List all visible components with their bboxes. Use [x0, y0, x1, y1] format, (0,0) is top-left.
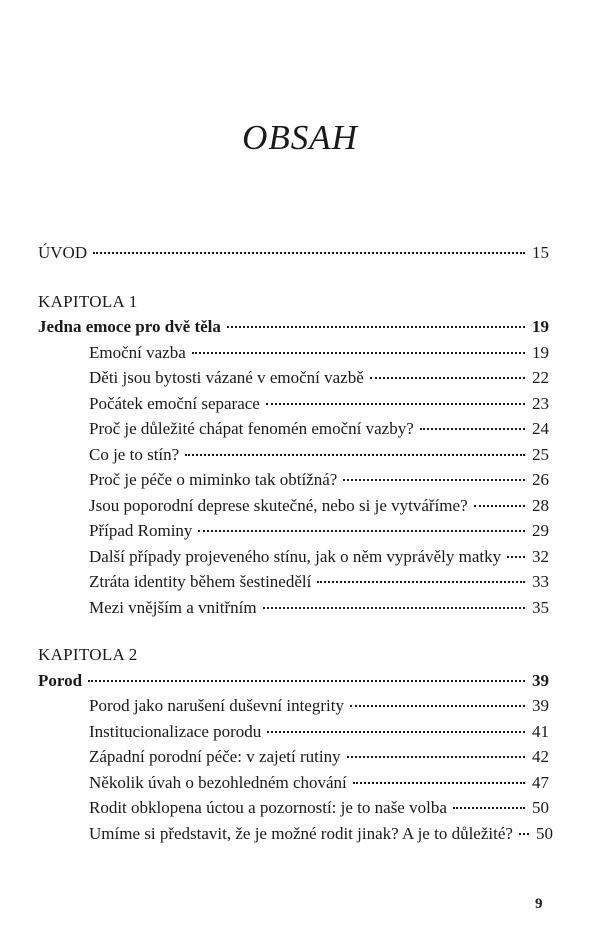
toc-entry-label: Děti jsou bytosti vázané v emoční vazbě: [89, 368, 364, 387]
toc-entry-label: Co je to stín?: [89, 444, 180, 464]
toc-entry: [38, 744, 549, 770]
dot-leader: [420, 428, 525, 430]
toc-entry-label: Západní porodní péče: v zajetí rutiny: [89, 747, 341, 766]
toc-entry-page: 15: [532, 243, 549, 262]
dot-leader: [343, 479, 525, 481]
toc-entry-label: Umíme si představit, že je možné rodit jinak? A je to důležité?: [89, 823, 513, 843]
dot-leader: [453, 807, 525, 809]
dot-leader: [227, 326, 525, 328]
dot-leader: [474, 505, 525, 507]
toc-entry: [38, 595, 549, 621]
toc-entry-page: 22: [532, 368, 549, 387]
toc-entry-label: Počátek emoční separace: [89, 393, 260, 413]
dot-leader: [192, 352, 525, 354]
toc-entry-label: Porod jako narušení duševní integrity: [89, 696, 344, 715]
toc-entry-page: 28: [532, 495, 549, 515]
table-of-contents: [38, 240, 553, 846]
toc-entry: [38, 770, 549, 796]
toc-entry-page: 47: [532, 772, 549, 792]
toc-entry-label: ÚVOD: [38, 243, 88, 262]
dot-leader: [266, 403, 525, 405]
toc-entry: [38, 340, 549, 366]
toc-entry-label: Několik úvah o bezohledném chování: [89, 772, 347, 792]
page-title: OBSAH: [242, 118, 358, 157]
dot-leader: [267, 731, 525, 733]
toc-entry-label: Emoční vazba: [89, 342, 186, 362]
dot-leader: [347, 756, 525, 758]
toc-entry: [38, 467, 549, 493]
toc-entry: [38, 391, 549, 417]
toc-entry-label: Případ Rominy: [89, 521, 193, 540]
chapter-heading: KAPITOLA 1: [38, 291, 138, 311]
toc-entry-page: 23: [532, 393, 549, 413]
toc-entry-page: 39: [532, 696, 549, 715]
page-number: 9: [535, 896, 543, 912]
toc-entry-page: 41: [532, 721, 549, 741]
toc-entry: [38, 416, 549, 442]
toc-entry: [38, 493, 549, 519]
toc-entry-page: 19: [532, 342, 549, 362]
dot-leader: [88, 680, 525, 682]
toc-entry: [38, 544, 549, 570]
toc-entry-label: Jsou poporodní deprese skutečné, nebo si je vytváříme?: [89, 495, 468, 515]
dot-leader: [370, 377, 525, 379]
toc-entry: [38, 518, 549, 544]
toc-entry-label: Porod: [38, 670, 83, 690]
chapter-heading: KAPITOLA 2: [38, 645, 138, 664]
toc-chapter-title: [38, 668, 549, 694]
toc-entry-page: 33: [532, 572, 549, 591]
toc-entry-page: 19: [532, 317, 549, 336]
toc-entry: [38, 719, 549, 745]
dot-leader: [185, 454, 525, 456]
toc-entry: [38, 569, 549, 595]
toc-entry-label: Rodit obklopena úctou a pozorností: je to naše volba: [89, 798, 447, 817]
toc-entry-page: 42: [532, 747, 549, 766]
toc-entry-label: Institucionalizace porodu: [89, 721, 262, 741]
toc-entry-label: Mezi vnějším a vnitřním: [89, 597, 257, 617]
toc-entry-label: Jedna emoce pro dvě těla: [38, 317, 221, 336]
dot-leader: [507, 556, 525, 558]
toc-entry-page: 50: [532, 798, 549, 817]
toc-chapter-title: [38, 314, 549, 340]
toc-entry-label: Proč je důležité chápat fenomén emoční vazby?: [89, 419, 414, 438]
toc-entry-page: 29: [532, 521, 549, 540]
toc-entry-page: 25: [532, 444, 549, 464]
toc-entry: [38, 821, 553, 847]
dot-leader: [519, 833, 529, 835]
toc-entry-intro: [38, 240, 549, 266]
toc-entry-label: Proč je péče o miminko tak obtížná?: [89, 470, 338, 489]
toc-entry-page: 32: [532, 546, 549, 566]
toc-entry: [38, 442, 549, 468]
toc-entry-page: 39: [532, 670, 549, 690]
toc-entry-page: 35: [532, 597, 549, 617]
toc-entry-page: 26: [532, 470, 549, 489]
dot-leader: [353, 782, 525, 784]
toc-entry-label: Další případy projeveného stínu, jak o něm vyprávěly matky: [89, 546, 502, 566]
dot-leader: [198, 530, 525, 532]
toc-entry-page: 24: [532, 419, 549, 438]
toc-entry: [38, 693, 549, 719]
dot-leader: [317, 581, 525, 583]
toc-entry: [38, 365, 549, 391]
toc-entry-page: 50: [535, 823, 553, 843]
toc-entry: [38, 795, 549, 821]
dot-leader: [350, 705, 525, 707]
toc-entry-label: Ztráta identity během šestinedělí: [89, 572, 312, 591]
dot-leader: [93, 252, 525, 254]
dot-leader: [263, 607, 525, 609]
